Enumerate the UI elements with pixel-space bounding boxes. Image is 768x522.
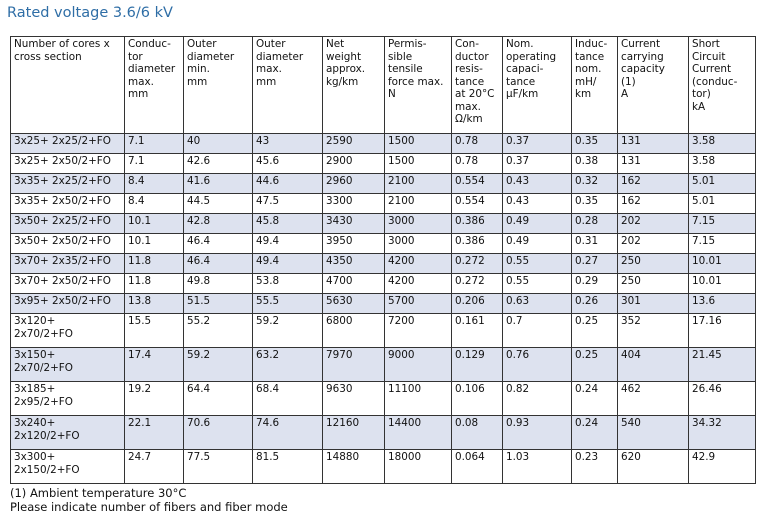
table-cell: 5.01 — [689, 174, 756, 194]
table-cell: 0.27 — [572, 254, 618, 274]
table-cell: 3.58 — [689, 134, 756, 154]
table-cell: 0.554 — [452, 194, 503, 214]
table-cell: 11100 — [385, 382, 452, 416]
table-cell: 0.37 — [503, 134, 572, 154]
table-cell: 202 — [618, 214, 689, 234]
table-row — [11, 254, 756, 274]
cable-specs-table — [10, 36, 756, 484]
table-row — [11, 382, 756, 416]
table-cell: 250 — [618, 274, 689, 294]
table-cell: 3x25+ 2x25/2+FO — [11, 134, 125, 154]
table-cell: 64.4 — [184, 382, 253, 416]
table-cell: 24.7 — [125, 450, 184, 484]
table-cell: 0.08 — [452, 416, 503, 450]
header-cell: Outer diameter min. mm — [184, 37, 253, 134]
header-cell: Conduc- tor diameter max. mm — [125, 37, 184, 134]
header-cell: Number of cores x cross section — [11, 37, 125, 134]
table-cell: 5630 — [323, 294, 385, 314]
table-cell: 7.1 — [125, 154, 184, 174]
table-cell: 19.2 — [125, 382, 184, 416]
table-cell: 59.2 — [253, 314, 323, 348]
table-row — [11, 348, 756, 382]
table-row — [11, 450, 756, 484]
table-cell: 9000 — [385, 348, 452, 382]
table-cell: 0.78 — [452, 134, 503, 154]
table-cell: 3x25+ 2x50/2+FO — [11, 154, 125, 174]
table-cell: 9630 — [323, 382, 385, 416]
table-cell: 7970 — [323, 348, 385, 382]
table-cell: 0.43 — [503, 174, 572, 194]
table-cell: 4200 — [385, 254, 452, 274]
table-cell: 620 — [618, 450, 689, 484]
table-cell: 2590 — [323, 134, 385, 154]
table-cell: 49.4 — [253, 254, 323, 274]
table-cell: 10.01 — [689, 254, 756, 274]
table-cell: 0.38 — [572, 154, 618, 174]
table-cell: 0.29 — [572, 274, 618, 294]
header-cell: Permis- sible tensile force max. N — [385, 37, 452, 134]
table-cell: 0.23 — [572, 450, 618, 484]
table-cell: 55.2 — [184, 314, 253, 348]
table-row — [11, 234, 756, 254]
table-cell: 0.106 — [452, 382, 503, 416]
table-cell: 3x50+ 2x50/2+FO — [11, 234, 125, 254]
table-cell: 0.064 — [452, 450, 503, 484]
table-cell: 43 — [253, 134, 323, 154]
table-cell: 44.6 — [253, 174, 323, 194]
table-cell: 0.63 — [503, 294, 572, 314]
table-cell: 3x185+ 2x95/2+FO — [11, 382, 125, 416]
table-cell: 7.15 — [689, 234, 756, 254]
table-cell: 3430 — [323, 214, 385, 234]
table-cell: 3950 — [323, 234, 385, 254]
table-cell: 51.5 — [184, 294, 253, 314]
table-cell: 0.161 — [452, 314, 503, 348]
table-cell: 18000 — [385, 450, 452, 484]
table-cell: 81.5 — [253, 450, 323, 484]
table-cell: 301 — [618, 294, 689, 314]
table-cell: 0.24 — [572, 382, 618, 416]
table-cell: 2900 — [323, 154, 385, 174]
table-cell: 77.5 — [184, 450, 253, 484]
table-cell: 250 — [618, 254, 689, 274]
table-cell: 0.554 — [452, 174, 503, 194]
table-cell: 59.2 — [184, 348, 253, 382]
table-cell: 131 — [618, 154, 689, 174]
table-cell: 0.37 — [503, 154, 572, 174]
table-cell: 3x150+ 2x70/2+FO — [11, 348, 125, 382]
table-cell: 11.8 — [125, 274, 184, 294]
table-row — [11, 134, 756, 154]
table-cell: 14400 — [385, 416, 452, 450]
table-row — [11, 194, 756, 214]
table-cell: 7.15 — [689, 214, 756, 234]
footnote: (1) Ambient temperature 30°C — [10, 486, 187, 500]
table-cell: 14880 — [323, 450, 385, 484]
table-cell: 13.6 — [689, 294, 756, 314]
table-cell: 46.4 — [184, 254, 253, 274]
table-cell: 12160 — [323, 416, 385, 450]
table-cell: 4200 — [385, 274, 452, 294]
table-cell: 0.43 — [503, 194, 572, 214]
table-cell: 7200 — [385, 314, 452, 348]
table-cell: 68.4 — [253, 382, 323, 416]
table-cell: 0.28 — [572, 214, 618, 234]
table-cell: 352 — [618, 314, 689, 348]
table-cell: 0.206 — [452, 294, 503, 314]
page-title: Rated voltage 3.6/6 kV — [7, 5, 173, 21]
table-row — [11, 314, 756, 348]
header-cell: Net weight approx. kg/km — [323, 37, 385, 134]
table-cell: 2100 — [385, 174, 452, 194]
table-cell: 0.272 — [452, 254, 503, 274]
footnote: Please indicate number of fibers and fiber mode — [10, 500, 288, 514]
table-cell: 0.49 — [503, 234, 572, 254]
table-cell: 1500 — [385, 154, 452, 174]
table-cell: 47.5 — [253, 194, 323, 214]
table-cell: 11.8 — [125, 254, 184, 274]
table-cell: 6800 — [323, 314, 385, 348]
table-cell: 162 — [618, 174, 689, 194]
table-cell: 0.35 — [572, 194, 618, 214]
table-cell: 0.35 — [572, 134, 618, 154]
header-cell: Induc- tance nom. mH/ km — [572, 37, 618, 134]
header-row — [11, 37, 756, 134]
table-cell: 70.6 — [184, 416, 253, 450]
table-cell: 10.01 — [689, 274, 756, 294]
table-cell: 3x95+ 2x50/2+FO — [11, 294, 125, 314]
header-cell: Con- ductor resis- tance at 20°C max. Ω/km — [452, 37, 503, 134]
table-cell: 44.5 — [184, 194, 253, 214]
table-cell: 0.82 — [503, 382, 572, 416]
table-cell: 5700 — [385, 294, 452, 314]
table-cell: 0.55 — [503, 254, 572, 274]
table-cell: 22.1 — [125, 416, 184, 450]
header-cell: Outer diameter max. mm — [253, 37, 323, 134]
table-cell: 26.46 — [689, 382, 756, 416]
table-cell: 0.386 — [452, 234, 503, 254]
table-cell: 8.4 — [125, 194, 184, 214]
table-cell: 3x50+ 2x25/2+FO — [11, 214, 125, 234]
table-cell: 21.45 — [689, 348, 756, 382]
table-cell: 3300 — [323, 194, 385, 214]
table-cell: 0.55 — [503, 274, 572, 294]
table-cell: 13.8 — [125, 294, 184, 314]
table-cell: 4350 — [323, 254, 385, 274]
table-row — [11, 174, 756, 194]
table-cell: 55.5 — [253, 294, 323, 314]
table-cell: 0.78 — [452, 154, 503, 174]
table-cell: 3x35+ 2x50/2+FO — [11, 194, 125, 214]
table-cell: 5.01 — [689, 194, 756, 214]
table-cell: 3x70+ 2x50/2+FO — [11, 274, 125, 294]
table-cell: 53.8 — [253, 274, 323, 294]
table-cell: 42.8 — [184, 214, 253, 234]
table-cell: 3x70+ 2x35/2+FO — [11, 254, 125, 274]
table-cell: 0.49 — [503, 214, 572, 234]
table-cell: 0.25 — [572, 314, 618, 348]
table-cell: 3x35+ 2x25/2+FO — [11, 174, 125, 194]
table-cell: 7.1 — [125, 134, 184, 154]
table-row — [11, 416, 756, 450]
table-cell: 49.8 — [184, 274, 253, 294]
table-cell: 34.32 — [689, 416, 756, 450]
table-cell: 45.8 — [253, 214, 323, 234]
table-row — [11, 154, 756, 174]
table-cell: 0.129 — [452, 348, 503, 382]
table-cell: 1500 — [385, 134, 452, 154]
table-cell: 0.386 — [452, 214, 503, 234]
table-cell: 3x240+ 2x120/2+FO — [11, 416, 125, 450]
table-cell: 40 — [184, 134, 253, 154]
table-cell: 42.6 — [184, 154, 253, 174]
table-cell: 74.6 — [253, 416, 323, 450]
table-cell: 540 — [618, 416, 689, 450]
table-cell: 2960 — [323, 174, 385, 194]
table-row — [11, 214, 756, 234]
header-cell: Nom. operating capaci- tance µF/km — [503, 37, 572, 134]
table-cell: 2100 — [385, 194, 452, 214]
table-cell: 0.7 — [503, 314, 572, 348]
table-cell: 131 — [618, 134, 689, 154]
table-cell: 10.1 — [125, 214, 184, 234]
table-cell: 46.4 — [184, 234, 253, 254]
table-cell: 10.1 — [125, 234, 184, 254]
table-cell: 0.25 — [572, 348, 618, 382]
table-cell: 8.4 — [125, 174, 184, 194]
table-row — [11, 274, 756, 294]
table-cell: 4700 — [323, 274, 385, 294]
table-cell: 17.16 — [689, 314, 756, 348]
table-cell: 162 — [618, 194, 689, 214]
table-cell: 0.26 — [572, 294, 618, 314]
table-cell: 1.03 — [503, 450, 572, 484]
table-cell: 0.272 — [452, 274, 503, 294]
table-cell: 3x120+ 2x70/2+FO — [11, 314, 125, 348]
table-cell: 0.93 — [503, 416, 572, 450]
table-cell: 3000 — [385, 214, 452, 234]
table-cell: 49.4 — [253, 234, 323, 254]
table-cell: 0.31 — [572, 234, 618, 254]
table-cell: 0.76 — [503, 348, 572, 382]
header-cell: Current carrying capacity (1) A — [618, 37, 689, 134]
table-cell: 42.9 — [689, 450, 756, 484]
table-cell: 63.2 — [253, 348, 323, 382]
header-cell: Short Circuit Current (conduc- tor) kA — [689, 37, 756, 134]
table-cell: 3000 — [385, 234, 452, 254]
table-cell: 0.24 — [572, 416, 618, 450]
footnotes — [10, 486, 288, 514]
table-cell: 0.32 — [572, 174, 618, 194]
table-cell: 15.5 — [125, 314, 184, 348]
table-cell: 404 — [618, 348, 689, 382]
table-cell: 3.58 — [689, 154, 756, 174]
table-cell: 45.6 — [253, 154, 323, 174]
table-cell: 462 — [618, 382, 689, 416]
table-cell: 41.6 — [184, 174, 253, 194]
table-cell: 202 — [618, 234, 689, 254]
table-cell: 17.4 — [125, 348, 184, 382]
table-row — [11, 294, 756, 314]
table-cell: 3x300+ 2x150/2+FO — [11, 450, 125, 484]
